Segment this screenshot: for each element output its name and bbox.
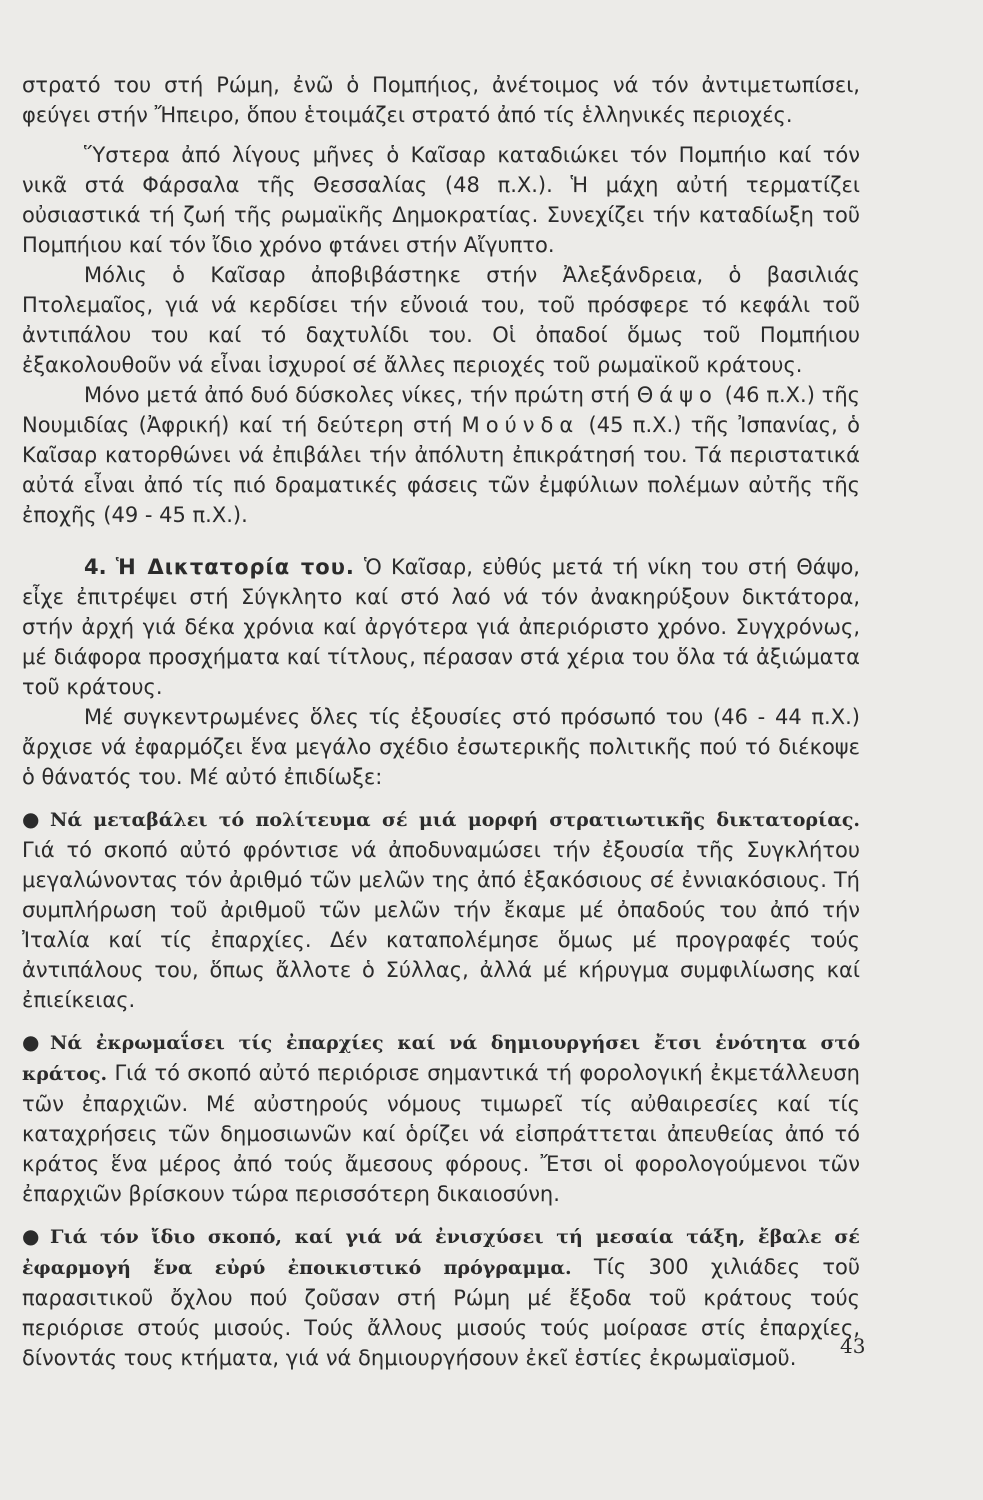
section-text-1: Ὁ Καῖσαρ, εὐθύς μετά τή νίκη του στή Θάψο, εἶχε ἐπιτρέψει στή Σύγκλητο καί στό λαό νά τόν ἀνακηρύξουν δικτάτορα, στήν ἀρχή γιά δέκα χρόνια καί ἀργότερα γιά ἀπεριόριστο χρόνο. Συγχρόνως, μέ διάφορα προσχήματα καί τίτλους, πέρασαν στά χέρια του ὅλα τά ἀξιώματα τοῦ κράτους.	[22, 555, 860, 699]
section-number: 4.	[84, 555, 107, 579]
bullet-1-text: Γιά τό σκοπό αὐτό φρόντισε νά ἀποδυναμώσει τήν ἐξουσία τῆς Συγκλήτου μεγαλώνοντας τόν ἀριθμό τῶν μελῶν της ἀπό ἑξακόσιους σέ ἐννιακόσιους. Τή συμπλήρωση τοῦ ἀριθμοῦ τῶν μελῶν τήν ἔκαμε μέ ὀπαδούς του ἀπό τήν Ἰταλία καί τίς ἐπαρχίες. Δέν καταπολέμησε ὅμως μέ προγραφές τούς ἀντιπάλους του, ὅπως ἄλλοτε ὁ Σύλλας, ἀλλά μέ κήρυγμα συμφιλίωσης καί ἐπιείκειας.	[22, 838, 860, 1012]
place-munda: Μούνδα	[461, 413, 580, 437]
paragraph-4-part-a: Μόνο μετά ἀπό δυό δύσκολες νίκες, τήν πρώτη στή	[84, 383, 630, 407]
paragraph-3: Μόλις ὁ Καῖσαρ ἀποβιβάστηκε στήν Ἀλεξάνδρεια, ὁ βασιλιάς Πτολεμαῖος, γιά νά κερδίσει τήν εὔνοιά του, τοῦ πρόσφερε τό κεφάλι τοῦ ἀντιπάλου του καί τό δαχτυλίδι του. Οἱ ὀπαδοί ὅμως τοῦ Πομπήιου ἐξακολουθοῦν νά εἶναι ἰσχυροί σέ ἄλλες περιοχές τοῦ ρωμαϊκοῦ κράτους.	[22, 263, 860, 377]
section-title: Ἡ Δικτατορία του.	[115, 555, 355, 579]
bullet-3-text: Τίς 300 χιλιάδες τοῦ παρασιτικοῦ ὄχλου πού ζοῦσαν στή Ρώμη μέ ἔξοδα τοῦ κράτους τούς περιόρισε στούς μισούς. Τούς ἄλλους μισούς τούς μοίρασε στίς ἐπαρχίες, δίνοντάς τους κτήματα, γιά νά δημιουργήσουν ἐκεῖ ἑστίες ἐκρωμαϊσμοῦ.	[22, 1255, 860, 1370]
page-number: 43	[840, 1334, 866, 1358]
bullet-dot-icon: ●	[22, 1224, 40, 1248]
bullet-paragraph-1	[22, 804, 860, 1015]
bullet-2-text: Γιά τό σκοπό αὐτό περιόρισε σημαντικά τή φορολογική ἐκμετάλλευση τῶν ἐπαρχιῶν. Μέ αὐστηρούς νόμους τιμωρεῖ τίς αὐθαιρεσίες καί τίς καταχρήσεις τῶν δημοσιωνῶν καί ὁρίζει νά εἰσπράττεται ἀπευθείας ἀπό τό κράτος ἕνα μέρος ἀπό τούς ἄμεσους φόρους. Ἔτσι οἱ φορολογούμενοι τῶν ἐπαρχιῶν βρίσκουν τώρα περισσότερη δικαιοσύνη.	[22, 1061, 860, 1206]
paragraph-1: στρατό του στή Ρώμη, ἐνῶ ὁ Πομπήιος, ἀνέτοιμος νά τόν ἀντιμετωπίσει, φεύγει στήν Ἤπειρο, ὅπου ἑτοιμάζει στρατό ἀπό τίς ἑλληνικές περιοχές.	[22, 73, 860, 127]
bullet-3-heading: Γιά τόν ἴδιο σκοπό, καί γιά νά ἐνισχύσει τή μεσαία τάξη, ἔβαλε σέ ἐφαρμογή ἕνα εὐρύ ἐποικιστικό πρόγραμμα.	[22, 1226, 860, 1279]
section-paragraph-2: Μέ συγκεντρωμένες ὅλες τίς ἐξουσίες στό πρόσωπό του (46 - 44 π.Χ.) ἄρχισε νά ἐφαρμόζει ἕνα μεγάλο σχέδιο ἐσωτερικῆς πολιτικῆς πού τό διέκοψε ὁ θάνατός του. Μέ αὐτό ἐπιδίωξε:	[22, 705, 860, 789]
bullet-paragraph-3	[22, 1221, 860, 1373]
paragraph-2: Ὕστερα ἀπό λίγους μῆνες ὁ Καῖσαρ καταδιώκει τόν Πομπήιο καί τόν νικᾶ στά Φάρσαλα τῆς Θεσσαλίας (48 π.Χ.). Ἡ μάχη αὐτή τερματίζει οὐσιαστικά τή ζωή τῆς ρωμαϊκῆς Δημοκρατίας. Συνεχίζει τήν καταδίωξη τοῦ Πομπήιου καί τόν ἴδιο χρόνο φτάνει στήν Αἴγυπτο.	[22, 143, 860, 257]
place-thapsus: Θάψο	[636, 383, 718, 407]
bullet-paragraph-2	[22, 1027, 860, 1209]
paragraph-4-part-b: (46 π.Χ.) τῆς Νουμιδίας (Ἀφρική) καί τή δεύτερη στή	[22, 383, 860, 437]
bullet-2-heading: Νά ἐκρωμαΐσει τίς ἐπαρχίες καί νά δημιουργήσει ἔτσι ἑνότητα στό κράτος.	[22, 1032, 860, 1085]
bullet-1-heading: Νά μεταβάλει τό πολίτευμα σέ μιά μορφή στρατιωτικῆς δικτατορίας.	[50, 809, 860, 831]
paragraph-4-part-c: (45 π.Χ.) τῆς Ἰσπανίας, ὁ Καῖσαρ κατορθώνει νά ἐπιβάλει τήν ἀπόλυτη ἐπικράτησή του. Τά περιστατικά αὐτά εἶναι ἀπό τίς πιό δραματικές φάσεις τῶν ἐμφύλιων πολέμων αὐτῆς τῆς ἐποχῆς (49 - 45 π.Χ.).	[22, 413, 860, 527]
bullet-dot-icon: ●	[22, 1030, 40, 1054]
page-body	[22, 70, 860, 1373]
bullet-dot-icon: ●	[22, 807, 40, 831]
section-paragraph-1	[22, 552, 860, 702]
paragraph-4	[22, 380, 860, 530]
